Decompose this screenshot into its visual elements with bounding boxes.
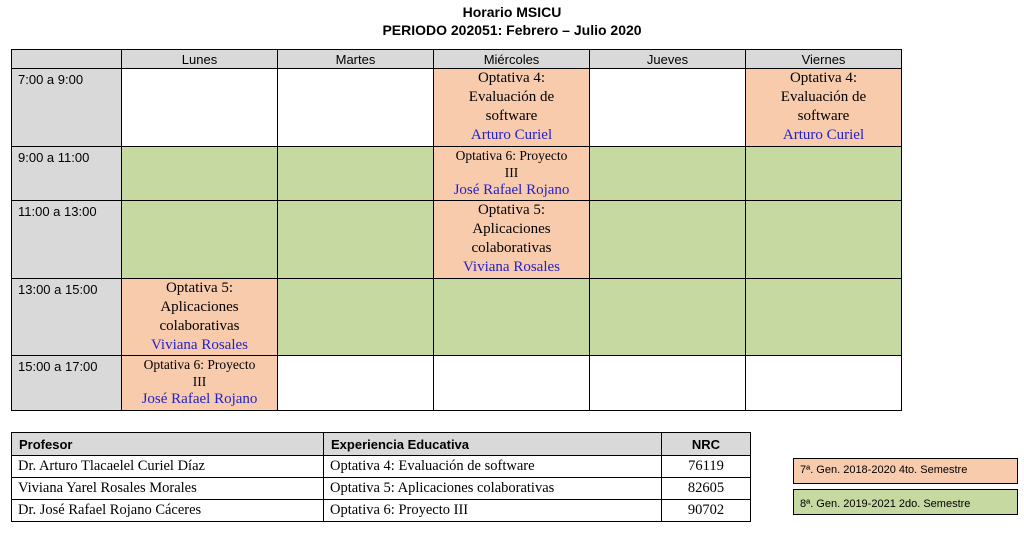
legend-green: 8ª. Gen. 2019-2021 2do. Semestre: [793, 489, 1018, 515]
professor-name: Viviana Rosales: [151, 337, 248, 353]
course-line: Optativa 4:: [789, 70, 858, 86]
experiencia-header: Experiencia Educativa: [324, 433, 662, 456]
experiencia-cell: Optativa 5: Aplicaciones colaborativas: [324, 478, 662, 500]
corner-cell: [12, 50, 122, 69]
professor-name: José Rafael Rojano: [141, 391, 258, 407]
table-row: [12, 456, 751, 478]
time-slot: 7:00 a 9:00: [12, 69, 122, 147]
professor-name: Arturo Curiel: [470, 127, 553, 143]
profesor-cell: Dr. Arturo Tlacaelel Curiel Díaz: [12, 456, 324, 478]
schedule-row: [12, 279, 902, 356]
time-slot: 11:00 a 13:00: [12, 201, 122, 279]
professor-name: Viviana Rosales: [463, 259, 560, 275]
day-header-viernes: Viernes: [746, 50, 902, 69]
day-header-martes: Martes: [278, 50, 434, 69]
profesor-header: Profesor: [12, 433, 324, 456]
table-row: [12, 478, 751, 500]
blocked-slot: [278, 201, 434, 279]
day-header-miercoles: Miércoles: [434, 50, 590, 69]
blocked-slot: [746, 279, 902, 356]
schedule-row: [12, 69, 902, 147]
class-slot: [122, 279, 278, 356]
blocked-slot: [590, 279, 746, 356]
day-header-jueves: Jueves: [590, 50, 746, 69]
professor-name: José Rafael Rojano: [453, 182, 570, 198]
schedule-row: [12, 147, 902, 201]
blocked-slot: [122, 147, 278, 201]
legend-orange: 7ª. Gen. 2018-2020 4to. Semestre: [793, 458, 1018, 484]
blocked-slot: [746, 147, 902, 201]
course-line: Evaluación de: [468, 89, 555, 105]
experiencia-cell: Optativa 4: Evaluación de software: [324, 456, 662, 478]
class-slot: [434, 201, 590, 279]
course-line: Optativa 5:: [165, 280, 234, 296]
blocked-slot: [278, 279, 434, 356]
blocked-slot: [746, 201, 902, 279]
time-slot: 15:00 a 17:00: [12, 356, 122, 411]
course-line: colaborativas: [471, 240, 552, 256]
blocked-slot: [434, 279, 590, 356]
course-line: Aplicaciones: [160, 299, 239, 315]
blocked-slot: [590, 201, 746, 279]
schedule-table: [11, 49, 902, 411]
nrc-cell: 76119: [662, 456, 751, 478]
blocked-slot: [278, 147, 434, 201]
empty-slot: [434, 356, 590, 411]
course-line: Aplicaciones: [472, 221, 551, 237]
page-title: Horario MSICU: [462, 4, 562, 20]
experiencia-cell: Optativa 6: Proyecto III: [324, 500, 662, 522]
day-header-lunes: Lunes: [122, 50, 278, 69]
empty-slot: [278, 69, 434, 147]
time-slot: 13:00 a 15:00: [12, 279, 122, 356]
time-slot: 9:00 a 11:00: [12, 147, 122, 201]
course-line: Optativa 5:: [477, 202, 546, 218]
nrc-header: NRC: [662, 433, 751, 456]
course-line: software: [797, 108, 850, 124]
nrc-cell: 90702: [662, 500, 751, 522]
empty-slot: [746, 356, 902, 411]
profesor-cell: Viviana Yarel Rosales Morales: [12, 478, 324, 500]
class-slot: [434, 147, 590, 201]
empty-slot: [590, 69, 746, 147]
course-line: Optativa 4:: [477, 70, 546, 86]
class-slot: [434, 69, 590, 147]
profesor-cell: Dr. José Rafael Rojano Cáceres: [12, 500, 324, 522]
empty-slot: [122, 69, 278, 147]
course-line: Optativa 6: Proyecto: [143, 357, 256, 372]
professor-name: Arturo Curiel: [782, 127, 865, 143]
course-line: Optativa 6: Proyecto: [455, 148, 568, 163]
schedule-row: [12, 201, 902, 279]
empty-slot: [278, 356, 434, 411]
class-slot: [746, 69, 902, 147]
professors-table: [11, 432, 751, 522]
course-line: colaborativas: [159, 318, 240, 334]
course-line: III: [504, 165, 519, 180]
schedule-row: [12, 356, 902, 411]
course-line: software: [485, 108, 538, 124]
period-subtitle: PERIODO 202051: Febrero – Julio 2020: [382, 22, 642, 38]
nrc-cell: 82605: [662, 478, 751, 500]
course-line: Evaluación de: [780, 89, 867, 105]
course-line: III: [192, 374, 207, 389]
blocked-slot: [590, 147, 746, 201]
empty-slot: [590, 356, 746, 411]
professors-header-row: [12, 433, 751, 456]
schedule-header-row: [12, 50, 902, 69]
class-slot: [122, 356, 278, 411]
blocked-slot: [122, 201, 278, 279]
table-row: [12, 500, 751, 522]
